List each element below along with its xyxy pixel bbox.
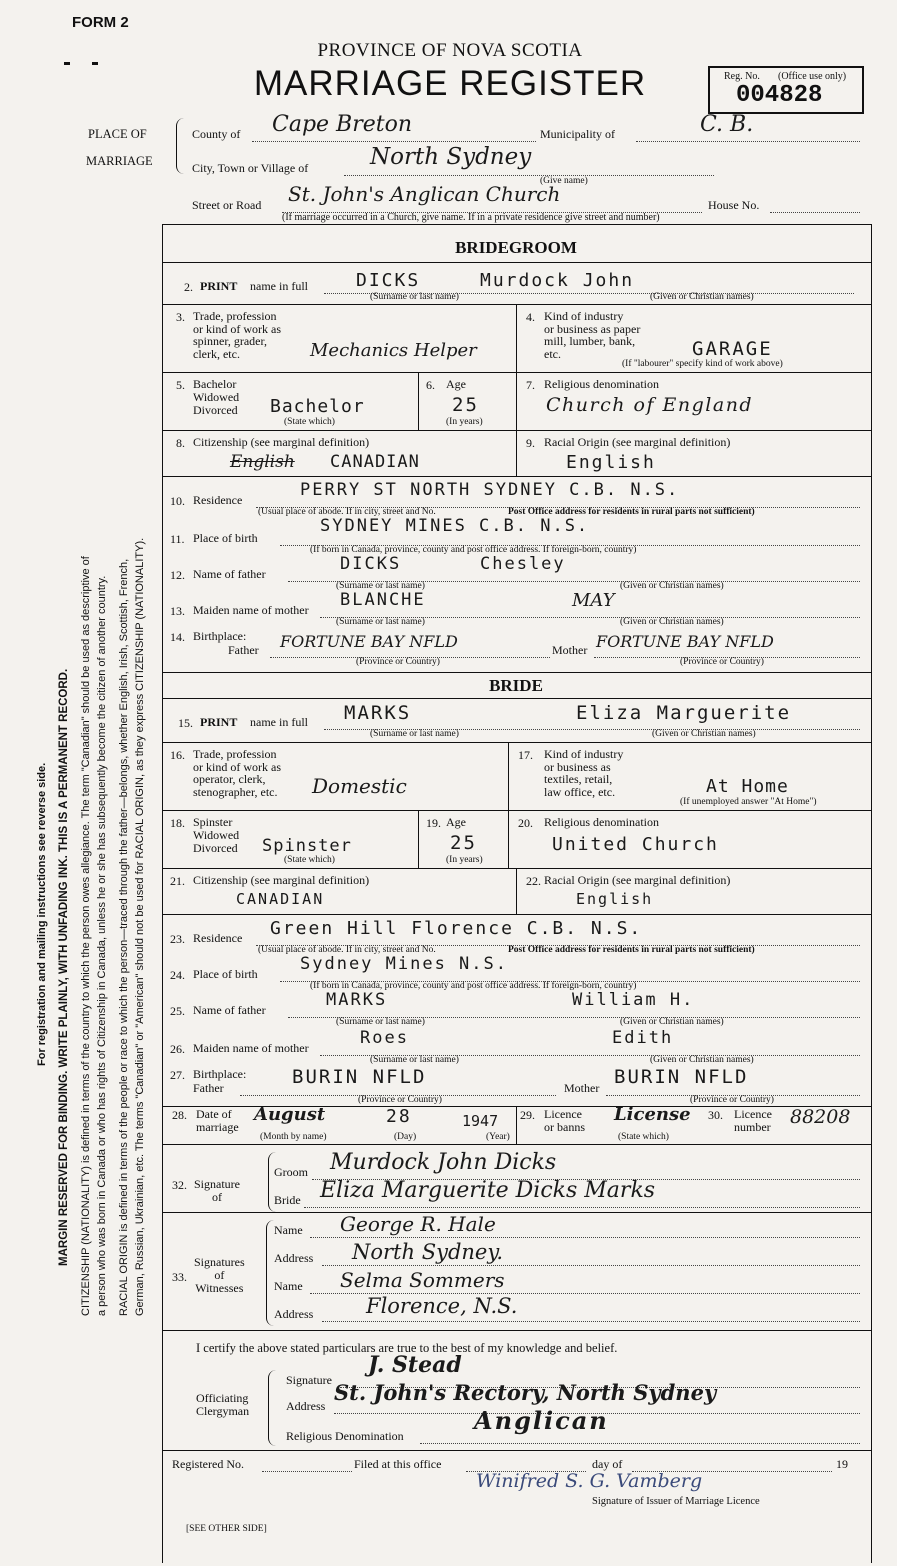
religious-denomination-label: Religious Denomination [286, 1429, 404, 1443]
bride-trade-label: Trade, profession or kind of work as operator, clerk, stenographer, etc. [193, 747, 281, 799]
item-number: 29. [520, 1108, 535, 1122]
given-caption: (Given or Christian names) [652, 729, 756, 739]
marriage-year: 1947 [462, 1112, 499, 1130]
groom-mother-surname: BLANCHE [340, 590, 426, 610]
bride-father-given: William H. [572, 990, 695, 1010]
bride-trade: Domestic [312, 774, 407, 798]
w1-address-label: Address [274, 1251, 314, 1265]
street-note: (If marriage occurred in a Church, give name. If in a private residence give street and number) [282, 212, 660, 223]
place-brace [176, 118, 185, 174]
item-number: 32. [172, 1178, 187, 1192]
signature-of-label: Signature of [194, 1177, 240, 1204]
reg-number-box [708, 66, 864, 114]
bridegroom-heading: BRIDEGROOM [455, 238, 577, 257]
county-value: Cape Breton [272, 112, 413, 137]
registered-no-label: Registered No. [172, 1457, 244, 1471]
bride-name-label: name in full [250, 715, 308, 729]
item-number: 16. [170, 748, 185, 762]
place-of-label: PLACE OF [88, 127, 147, 141]
w1-name-label: Name [274, 1223, 303, 1237]
margin-citizenship-def-2: a person who was born in Canada or who has rights of Citizenship in Canada, unless he or she has subsequently become the citizen of another country. [96, 575, 108, 1316]
w2-address-label: Address [274, 1307, 314, 1321]
groom-age-label: Age [446, 377, 466, 391]
groom-citizenship: CANADIAN [330, 452, 420, 472]
item-number: 8. [176, 436, 185, 450]
issuer-caption: Signature of Issuer of Marriage Licence [592, 1496, 760, 1507]
witness2-address: Florence, N.S. [366, 1294, 518, 1318]
father-word: Father [193, 1081, 224, 1095]
groom-sig-label: Groom [274, 1165, 308, 1179]
bride-religion: United Church [552, 834, 719, 855]
municipality-value: C. B. [700, 112, 754, 137]
marriage-label: MARRIAGE [86, 154, 153, 168]
bride-mother-birthplace: BURIN NFLD [614, 1066, 749, 1088]
residence-caption-bold: Post Office address for residents in rural parts not sufficient) [508, 507, 755, 517]
bride-mother-given: Edith [612, 1028, 674, 1048]
groom-industry-label: Kind of industry or business as paper mill, lumber, bank, etc. [544, 309, 641, 361]
witness1-name: George R. Hale [340, 1212, 496, 1236]
margin-citizenship-def-1: CITIZENSHIP (NATIONALITY) is defined in terms of the country to which the person owes allegiance. The term "Canadian" should be used as descriptive of [80, 556, 92, 1316]
given-caption: (Given or Christian names) [620, 581, 724, 591]
city-label: City, Town or Village of [192, 161, 309, 175]
issuer-signature: Winifred S. G. Vamberg [476, 1470, 703, 1492]
bride-signature: Eliza Marguerite Dicks Marks [320, 1178, 656, 1203]
industry-caption: (If "labourer" specify kind of work above) [622, 359, 783, 369]
item-number: 22. [526, 874, 541, 888]
item-number: 15. [178, 716, 193, 730]
birth-caption: (If born in Canada, province, county and post office address. If foreign-born, country) [310, 981, 637, 991]
groom-birth: SYDNEY MINES C.B. N.S. [320, 516, 590, 536]
item-number: 5. [176, 378, 185, 392]
office-use-label: (Office use only) [778, 71, 847, 82]
item-number: 28. [172, 1108, 187, 1122]
groom-religion-label: Religious denomination [544, 377, 659, 391]
given-caption: (Given or Christian names) [620, 617, 724, 627]
birth-caption: (If born in Canada, province, county and post office address. If foreign-born, country) [310, 545, 637, 555]
groom-signature: Murdock John Dicks [330, 1150, 557, 1175]
groom-industry: GARAGE [692, 338, 773, 360]
county-label: County of [192, 127, 241, 141]
groom-religion: Church of England [546, 394, 754, 416]
item-number: 17. [518, 748, 533, 762]
surname-caption: (Surname or last name) [336, 581, 425, 591]
item-number: 18. [170, 816, 185, 830]
certify-statement: I certify the above stated particulars are true to the best of my knowledge and belief. [196, 1341, 618, 1355]
item-number: 27. [170, 1068, 185, 1082]
clergy-label: Officiating Clergyman [196, 1391, 250, 1418]
day-of-label: day of [592, 1457, 623, 1471]
item-number: 25. [170, 1004, 185, 1018]
witness1-address: North Sydney. [352, 1240, 504, 1264]
clergy-address: St. John's Rectory, North Sydney [334, 1380, 717, 1405]
bride-heading: BRIDE [489, 676, 543, 695]
groom-residence-label: Residence [193, 493, 243, 507]
groom-racial-label: Racial Origin (see marginal definition) [544, 435, 731, 449]
item-number: 9. [526, 436, 535, 450]
margin-binding-note: MARGIN RESERVED FOR BINDING. WRITE PLAINLY, WITH UNFADING INK. THIS IS A PERMANENT RECORD. [58, 668, 70, 1266]
licence-number-label: Licence number [734, 1107, 772, 1134]
bride-industry-label: Kind of industry or business as textiles, retail, law office, etc. [544, 747, 624, 799]
groom-birthplace-label: Birthplace: [193, 629, 247, 643]
item-number: 12. [170, 568, 185, 582]
item-number: 24. [170, 968, 185, 982]
item-number: 19. [426, 816, 441, 830]
item-number: 30. [708, 1108, 723, 1122]
status-caption: (State which) [284, 417, 335, 427]
prov-caption: (Province or Country) [690, 1095, 774, 1105]
bride-mother-surname: Roes [360, 1028, 409, 1048]
bride-industry: At Home [706, 776, 789, 797]
groom-mother-label: Maiden name of mother [193, 603, 309, 617]
clergy-signature: J. Stead [368, 1352, 462, 1378]
groom-citizenship-struck: English [230, 452, 295, 472]
age-caption: (In years) [446, 417, 483, 427]
groom-father-given: Chesley [480, 554, 566, 574]
given-caption: (Given or Christian names) [620, 1017, 724, 1027]
father-word: Father [228, 643, 259, 657]
bride-age: 25 [450, 832, 477, 854]
prov-caption: (Province or Country) [356, 657, 440, 667]
day-caption: (Day) [394, 1132, 417, 1142]
margin-instructions: For registration and mailing instructions see reverse side. [36, 762, 48, 1066]
mother-word: Mother [552, 643, 588, 657]
prov-caption: (Province or Country) [680, 657, 764, 667]
bride-racial: English [576, 890, 654, 908]
give-name-caption: (Give name) [540, 176, 588, 186]
see-other-side: [SEE OTHER SIDE] [186, 1524, 267, 1534]
licence-label: Licence or banns [544, 1107, 585, 1134]
item-number: 6. [426, 378, 435, 392]
bride-racial-label: Racial Origin (see marginal definition) [544, 873, 731, 887]
bride-religion-label: Religious denomination [544, 815, 659, 829]
street-value: St. John's Anglican Church [288, 182, 561, 206]
bride-sig-label: Bride [274, 1193, 301, 1207]
bride-status-label: Spinster Widowed Divorced [193, 815, 240, 855]
city-value: North Sydney [370, 144, 532, 170]
province-title: PROVINCE OF NOVA SCOTIA [317, 40, 583, 61]
groom-name-label: name in full [250, 279, 308, 293]
clergy-denomination: Anglican [474, 1406, 609, 1435]
mother-word: Mother [564, 1081, 600, 1095]
margin-racial-def-2: German, Russian, Ukrainian, etc. The terms "Canadian" or "American" should not be used for RACIAL ORIGIN, as they express CITIZENSHIP (NATIONALITY). [134, 537, 146, 1316]
item-number: 7. [526, 378, 535, 392]
house-label: House No. [708, 198, 760, 212]
surname-caption: (Surname or last name) [370, 1055, 459, 1065]
bride-birthplace-label: Birthplace: [193, 1067, 247, 1081]
bride-citizenship: CANADIAN [236, 890, 325, 908]
bride-residence-label: Residence [193, 931, 243, 945]
groom-mother-birthplace: FORTUNE BAY NFLD [596, 632, 774, 651]
marriage-month: August [254, 1104, 326, 1125]
binding-mark [64, 62, 70, 65]
bride-birth-label: Place of birth [193, 967, 258, 981]
groom-racial: English [566, 452, 656, 473]
form-number: FORM 2 [72, 14, 129, 31]
item-number: 10. [170, 494, 185, 508]
groom-mother-given: MAY [572, 590, 615, 611]
w2-name-label: Name [274, 1279, 303, 1293]
bride-surname: MARKS [344, 702, 412, 724]
bride-father-surname: MARKS [326, 990, 388, 1010]
reg-no-label: Reg. No. [724, 71, 760, 82]
groom-status-label: Bachelor Widowed Divorced [193, 377, 240, 417]
given-caption: (Given or Christian names) [650, 292, 754, 302]
year-caption: (Year) [486, 1132, 510, 1142]
industry-caption: (If unemployed answer "At Home") [680, 797, 817, 807]
licence-number: 88208 [790, 1106, 851, 1128]
licence-caption: (State which) [618, 1132, 669, 1142]
groom-age: 25 [452, 394, 479, 416]
item-number: 4. [526, 310, 535, 324]
licence-type: License [614, 1104, 691, 1125]
groom-given: Murdock John [480, 270, 635, 291]
bride-father-birthplace: BURIN NFLD [292, 1066, 427, 1088]
groom-status: Bachelor [270, 396, 365, 417]
groom-surname: DICKS [356, 270, 421, 291]
street-label: Street or Road [192, 198, 262, 212]
groom-father-birthplace: FORTUNE BAY NFLD [280, 632, 458, 651]
binding-mark [92, 62, 98, 65]
bride-birth: Sydney Mines N.S. [300, 954, 508, 974]
clergy-signature-label: Signature [286, 1373, 332, 1387]
groom-trade-label: Trade, profession or kind of work as spinner, grader, clerk, etc. [193, 309, 281, 361]
item-number: 13. [170, 604, 185, 618]
item-number: 33. [172, 1270, 187, 1284]
bride-print-label: PRINT [200, 715, 238, 729]
groom-residence: PERRY ST NORTH SYDNEY C.B. N.S. [300, 480, 680, 500]
surname-caption: (Surname or last name) [370, 292, 459, 302]
reg-number: 004828 [736, 82, 823, 109]
filed-label: Filed at this office [354, 1457, 442, 1471]
item-number: 11. [170, 532, 185, 546]
groom-citizenship-label: Citizenship (see marginal definition) [193, 435, 370, 449]
given-caption: (Given or Christian names) [650, 1055, 754, 1065]
item-number: 3. [176, 310, 185, 324]
marriage-day: 28 [386, 1106, 412, 1127]
groom-birth-label: Place of birth [193, 531, 258, 545]
month-caption: (Month by name) [260, 1132, 327, 1142]
groom-father-surname: DICKS [340, 554, 402, 574]
residence-caption: (Usual place of abode. If in city, street and No. [258, 945, 436, 955]
municipality-label: Municipality of [540, 127, 615, 141]
prov-caption: (Province or Country) [358, 1095, 442, 1105]
groom-trade: Mechanics Helper [310, 340, 477, 361]
year-19-label: 19 [836, 1457, 848, 1471]
date-label: Date of marriage [196, 1107, 239, 1134]
item-number: 2. [184, 280, 193, 294]
witness-label: Signatures of Witnesses [194, 1255, 245, 1295]
clergy-brace [268, 1370, 277, 1446]
bride-citizenship-label: Citizenship (see marginal definition) [193, 873, 370, 887]
item-number: 14. [170, 630, 185, 644]
item-number: 23. [170, 932, 185, 946]
residence-caption: (Usual place of abode. If in city, street and No. [258, 507, 436, 517]
item-number: 26. [170, 1042, 185, 1056]
bride-status: Spinster [262, 836, 352, 856]
bride-age-label: Age [446, 815, 466, 829]
residence-caption-bold: Post Office address for residents in rural parts not sufficient) [508, 945, 755, 955]
bride-given: Eliza Marguerite [576, 702, 792, 724]
groom-print-label: PRINT [200, 279, 238, 293]
status-caption: (State which) [284, 855, 335, 865]
clergy-address-label: Address [286, 1399, 326, 1413]
item-number: 20. [518, 816, 533, 830]
surname-caption: (Surname or last name) [370, 729, 459, 739]
age-caption: (In years) [446, 855, 483, 865]
witness2-name: Selma Sommers [340, 1268, 505, 1292]
page-title: MARRIAGE REGISTER [253, 64, 647, 103]
groom-father-label: Name of father [193, 567, 266, 581]
surname-caption: (Surname or last name) [336, 617, 425, 627]
item-number: 21. [170, 874, 185, 888]
margin-racial-def-1: RACIAL ORIGIN is defined in terms of the people or race to which the person—traced through the father—belongs, whether English, Irish, Scottish, French, [118, 558, 130, 1316]
bride-father-label: Name of father [193, 1003, 266, 1017]
bride-mother-label: Maiden name of mother [193, 1041, 309, 1055]
bride-residence: Green Hill Florence C.B. N.S. [270, 918, 643, 939]
surname-caption: (Surname or last name) [336, 1017, 425, 1027]
